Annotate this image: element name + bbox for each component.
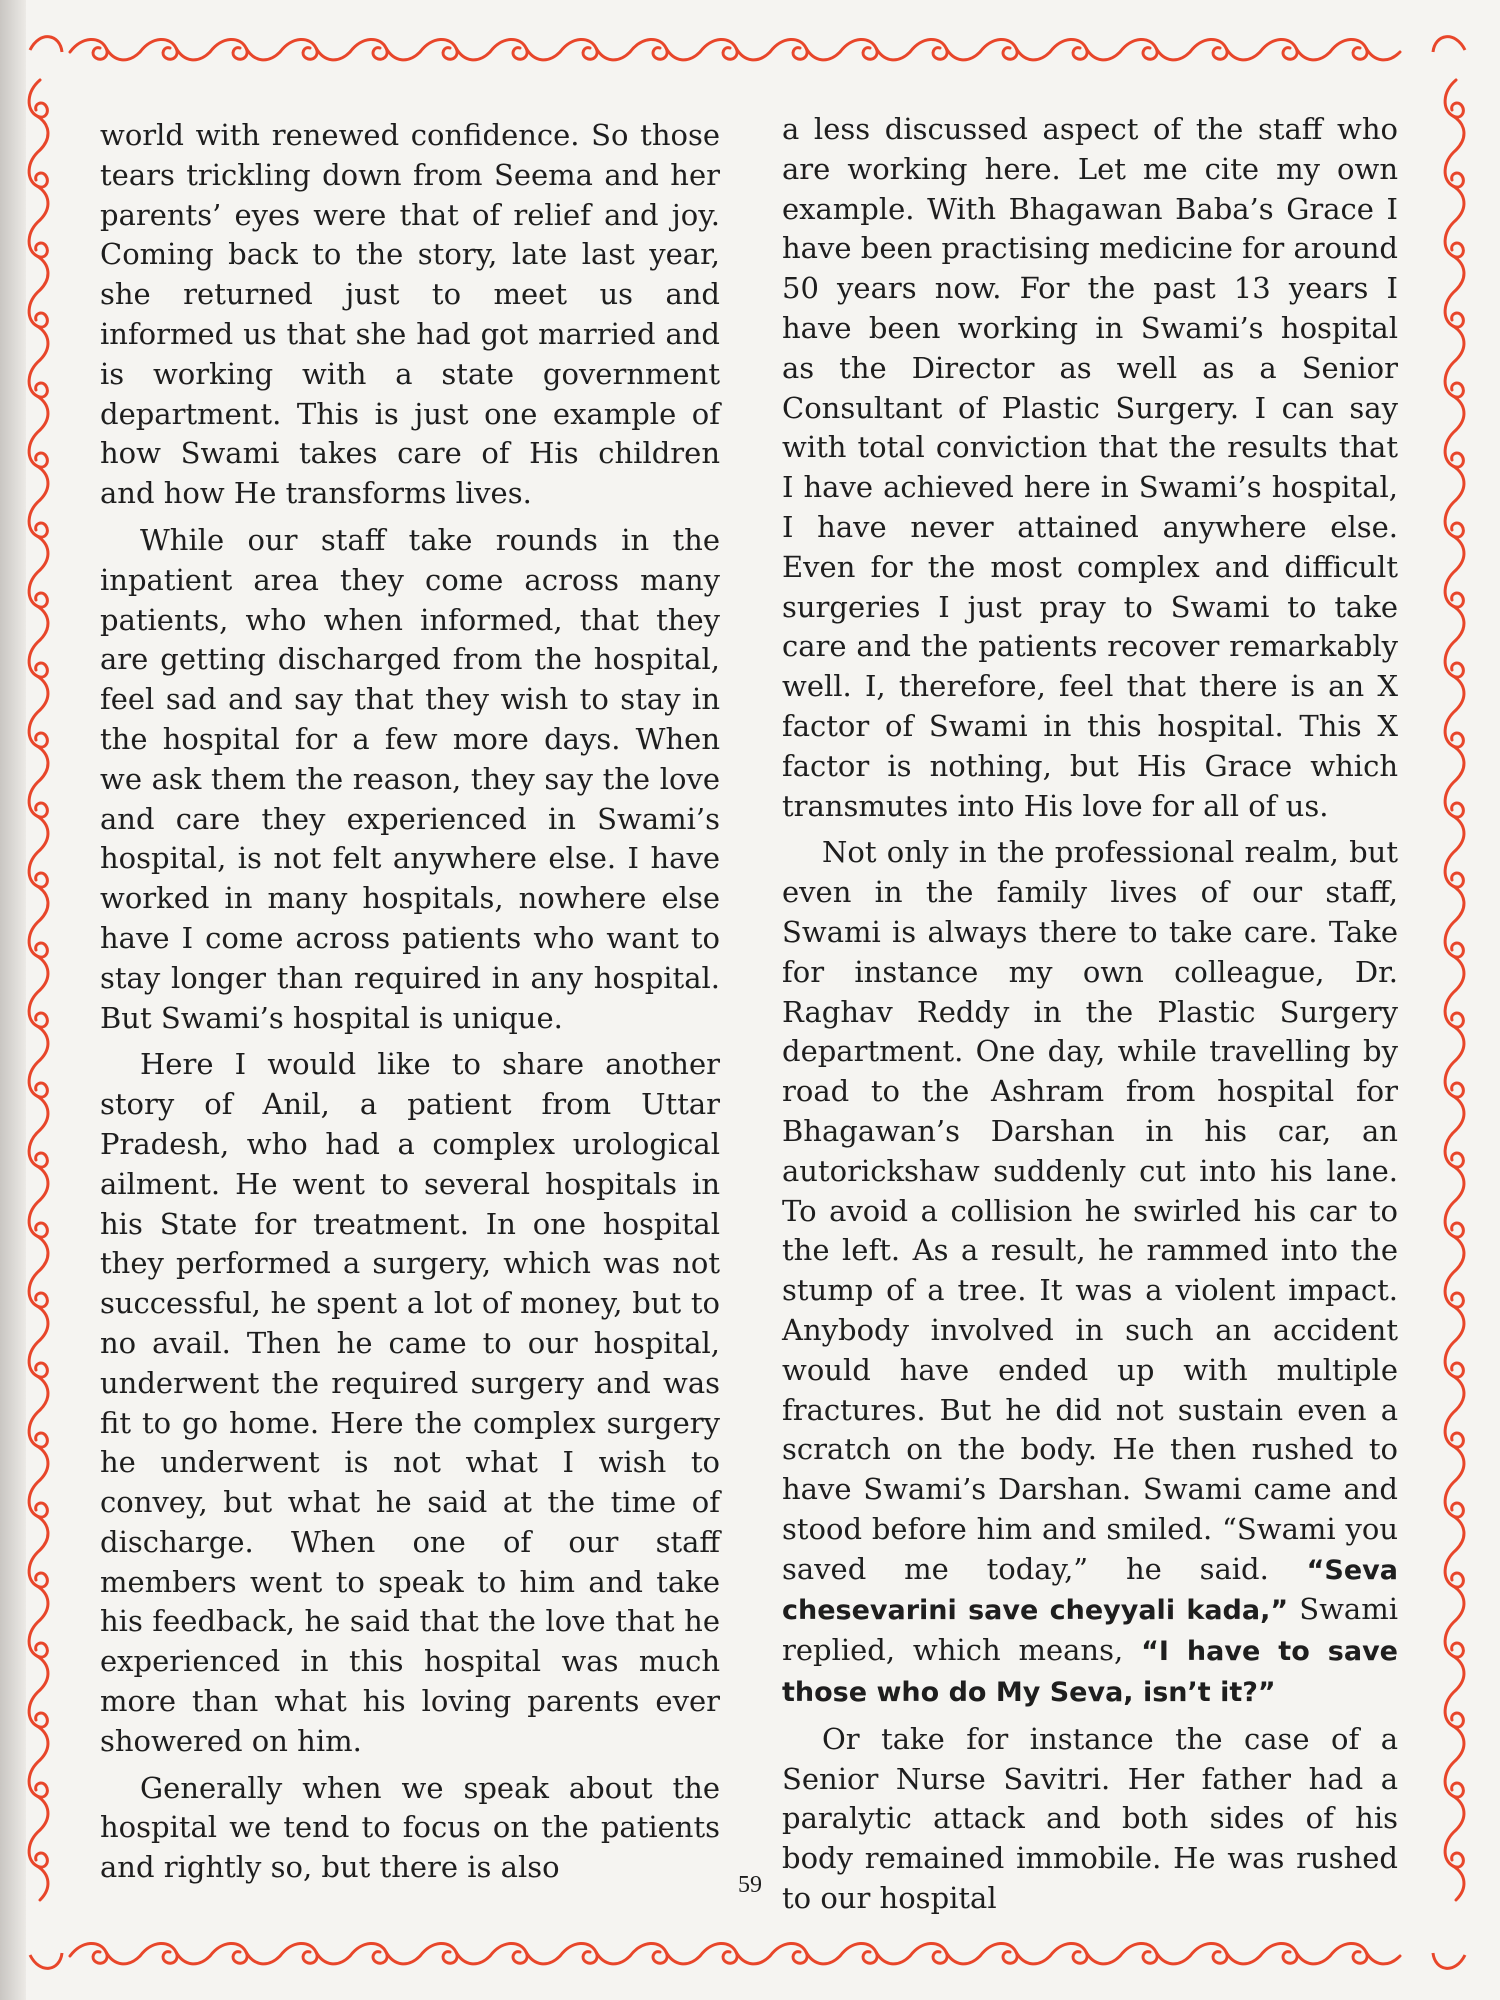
paragraph [100, 1045, 720, 1761]
text-run: world with renewed confidence. So those tears trickling down from Seema and her parents’ eyes were that of relief and joy. Coming back to the story, late last year, she returned just to meet us and informed us that she had got married and is working with a state government department. This is just one example of how Swami takes care of His children and how He transforms lives. [100, 118, 720, 511]
text-run: Not only in the professional realm, but even in the family lives of our staff, Swami is always there to take care. Take for instance my own colleague, Dr. Raghav Reddy in the Plastic Surgery department. One day, while travelling by road to the Ashram from hospital for Bhagawan’s Darshan in his car, an autorickshaw suddenly cut into his lane. To avoid a collision he swirled his car to the left. As a result, he rammed into the stump of a tree. It was a violent impact. Anybody involved in such an accident would have ended up with multiple fractures. But he did not sustain even a scratch on the body. He then rushed to have Swami’s Darshan. Swami came and stood before him and smiled. “Swami you saved me today,” he said. [782, 835, 1398, 1586]
text-run: a less discussed aspect of the staff who are working here. Let me cite my own example. With Bhagawan Baba’s Grace I have been practising medicine for around 50 years now. For the past 13 years I have been working in Swami’s hospital as the Director as well as a Senior Consultant of Plastic Surgery. I can say with total conviction that the results that I have achieved here in Swami’s hospital, I have never attained anywhere else. Even for the most complex and difficult surgeries I just pray to Swami to take care and the patients recover remarkably well. I, therefore, feel that there is an X factor of Swami in this hospital. This X factor is nothing, but His Grace which transmutes into His love for all of us. [782, 112, 1398, 823]
text-run: Here I would like to share another story of Anil, a patient from Uttar Pradesh, who had a complex urological ailment. He went to several hospitals in his State for treatment. In one hospital they performed a surgery, which was not successful, he spent a lot of money, but to no avail. Then he came to our hospital, underwent the required surgery and was fit to go home. Here the complex surgery he underwent is not what I wish to convey, but what he said at the time of discharge. When one of our staff members went to speak to him and take his feedback, he said that the love that he experienced in this hospital was much more than what his loving parents ever showered on him. [100, 1047, 720, 1758]
page-number: 59 [738, 1872, 762, 1898]
text-run: Or take for instance the case of a Senior Nurse Savitri. Her father had a paralytic attack and both sides of his body remained immobile. He was rushed to our hospital [782, 1721, 1398, 1916]
right-text-column [782, 110, 1398, 1926]
paragraph [100, 116, 720, 514]
text-run: While our staff take rounds in the inpatient area they come across many patients, who when informed, that they are getting discharged from the hospital, feel sad and say that they wish to stay in the hospital for a few more days. When we ask them the reason, they say the love and care they experienced in Swami’s hospital, is not felt anywhere else. I have worked in many hospitals, nowhere else have I come across patients who want to stay longer than required in any hospital. But Swami’s hospital is unique. [100, 522, 720, 1035]
bold-quote: “Seva chesevarini save cheyyali kada,” [782, 1554, 1398, 1627]
text-run: Swami replied, which means, [782, 1592, 1398, 1668]
paragraph [100, 1769, 720, 1888]
paragraph [782, 833, 1398, 1713]
paragraph [782, 110, 1398, 826]
paragraph [100, 521, 720, 1038]
text-run: Generally when we speak about the hospital we tend to focus on the patients and rightly so, but there is also [100, 1770, 720, 1885]
left-text-column [100, 116, 720, 1895]
bold-quote: “I have to save those who do My Seva, isn’t it?” [782, 1636, 1398, 1709]
